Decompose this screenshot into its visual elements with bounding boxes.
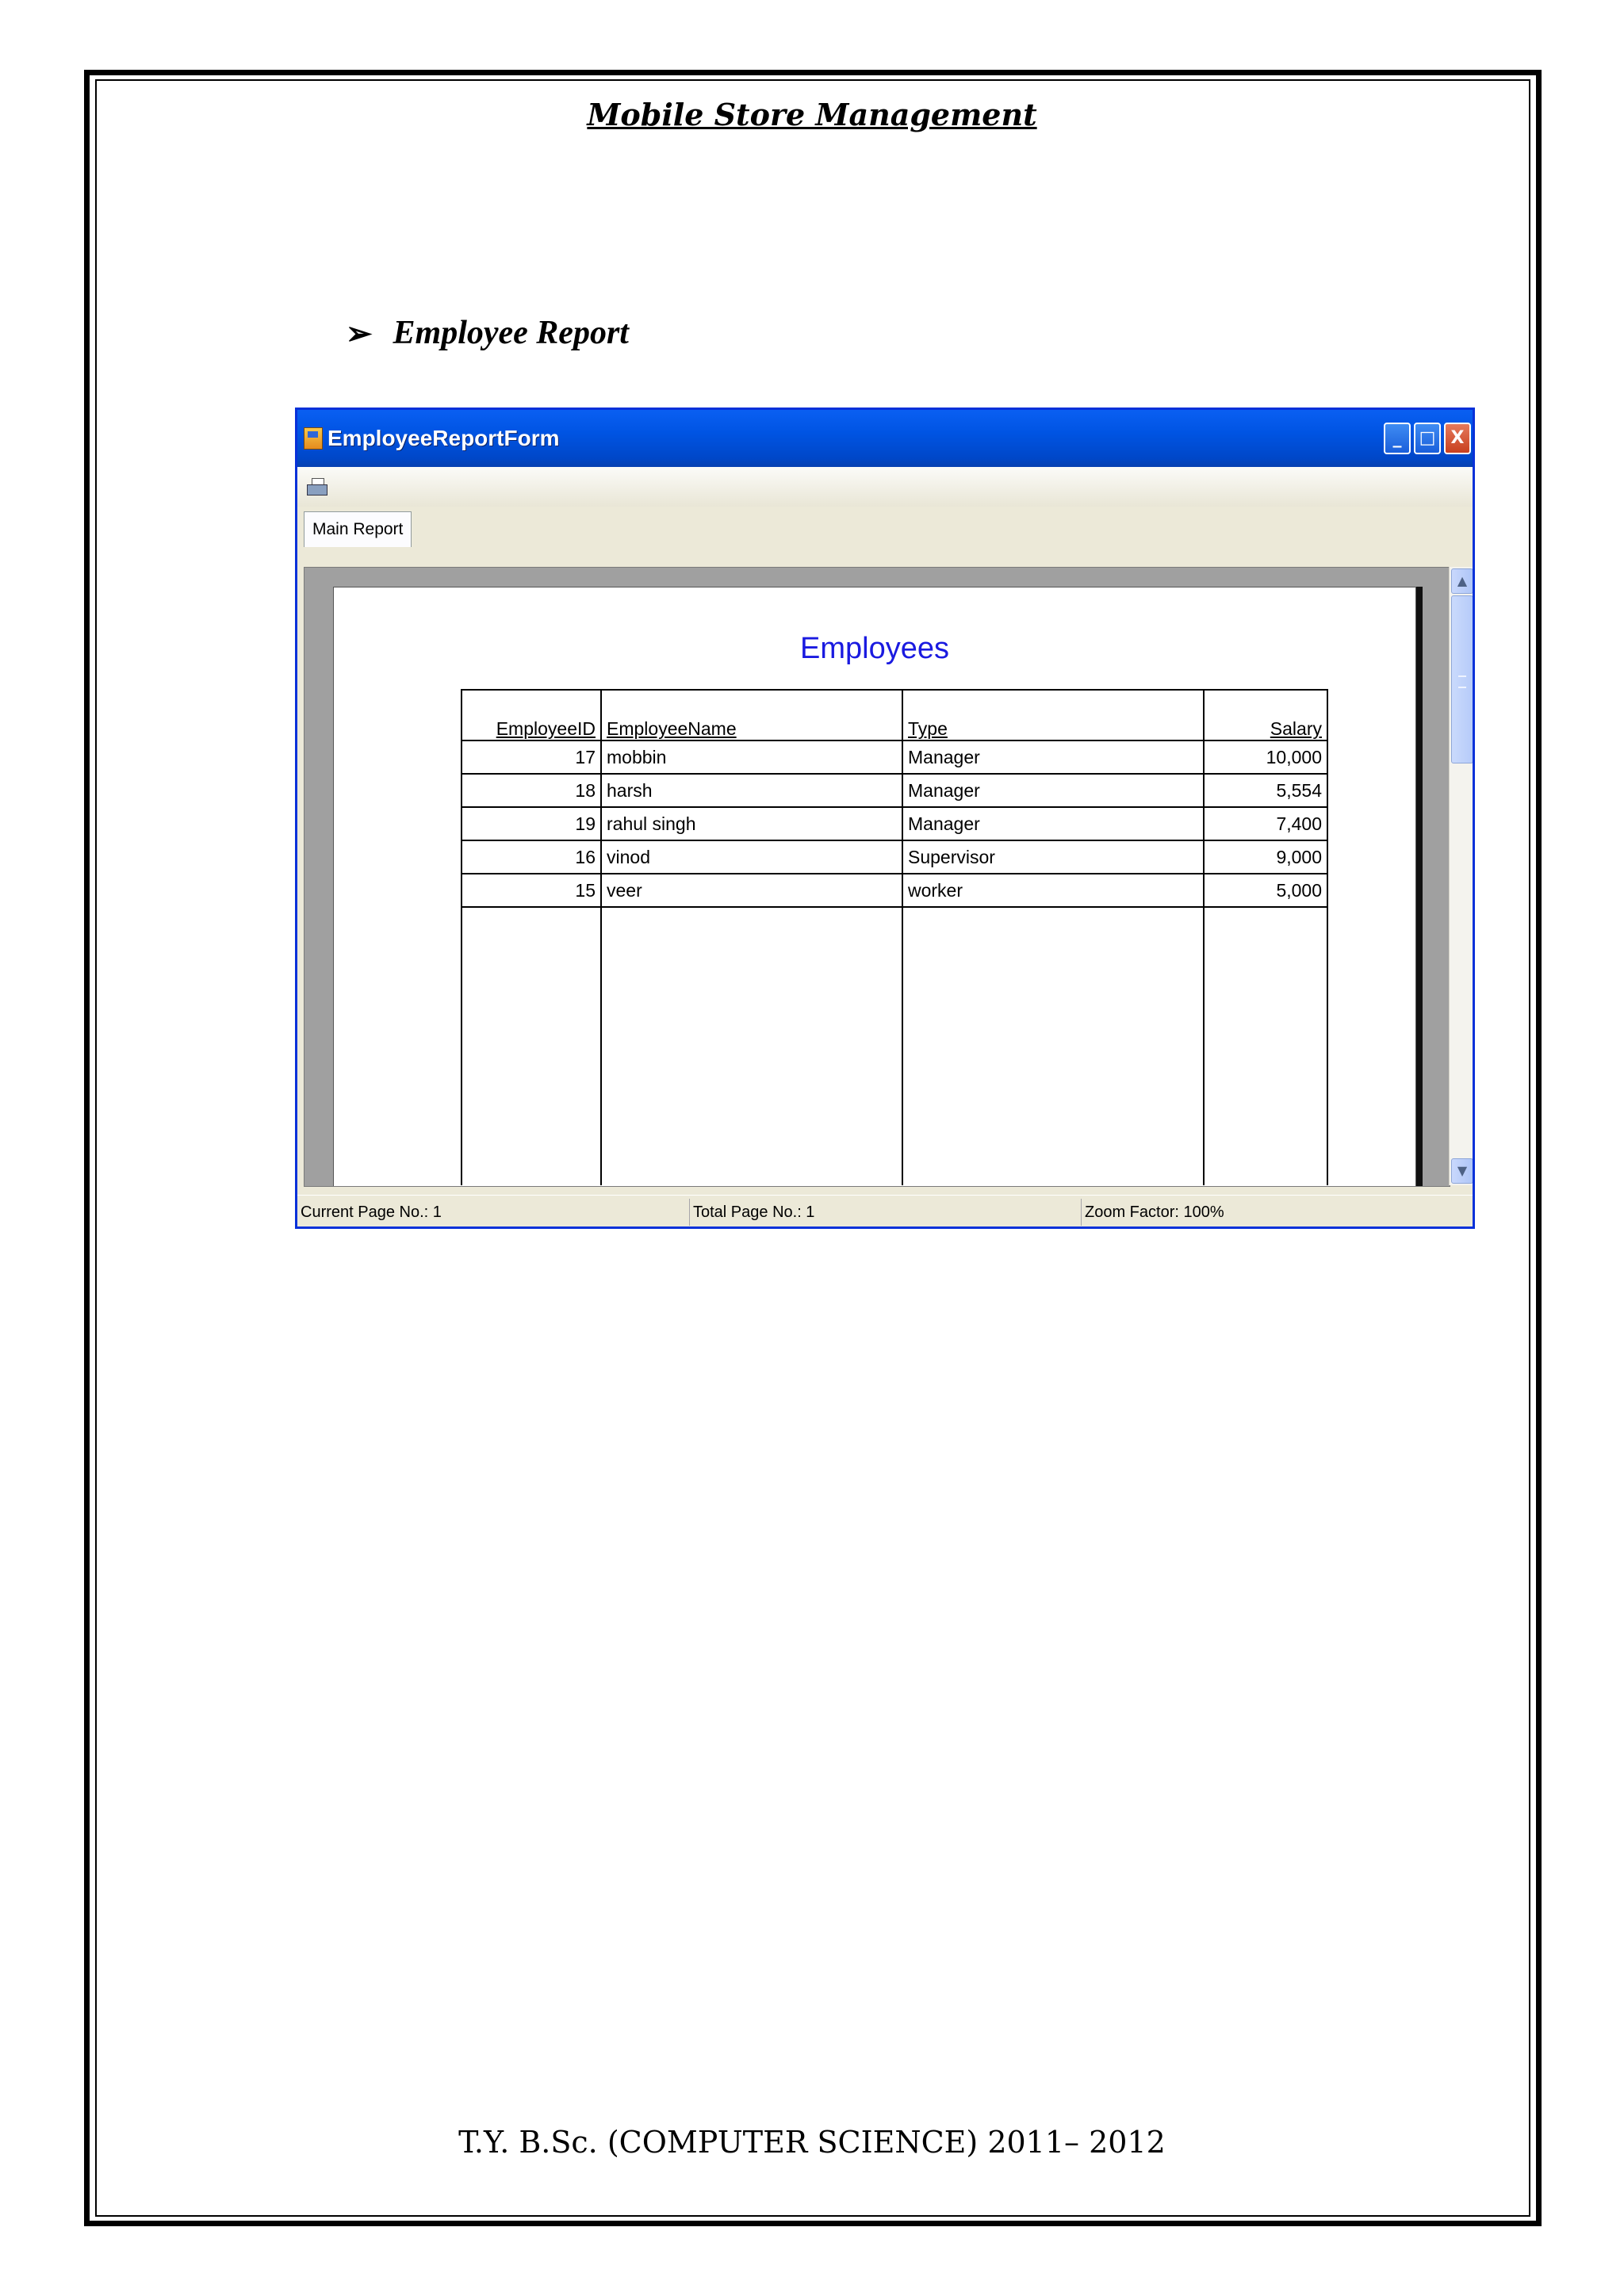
cell-type: Manager: [902, 807, 1204, 840]
section-heading: [346, 314, 629, 352]
column-header-employee-id: EmployeeID: [462, 690, 601, 740]
document-footer: T.Y. B.Sc. (COMPUTER SCIENCE) 2011– 2012: [458, 2125, 1166, 2160]
cell-employee-name: harsh: [601, 774, 902, 807]
column-header-type: Type: [902, 690, 1204, 740]
arrow-bullet-icon: ➢: [346, 315, 373, 351]
window-titlebar[interactable]: [297, 410, 1473, 467]
column-header-salary: Salary: [1204, 690, 1327, 740]
status-zoom-factor: Zoom Factor: 100%: [1081, 1199, 1473, 1226]
vertical-scrollbar[interactable]: [1449, 567, 1473, 1185]
tab-strip: [297, 507, 1473, 548]
close-button[interactable]: X: [1444, 423, 1471, 454]
table-row: [462, 774, 1327, 807]
minimize-button[interactable]: _: [1384, 423, 1411, 454]
window-title: EmployeeReportForm: [327, 426, 560, 450]
scroll-down-icon[interactable]: ▼: [1451, 1158, 1473, 1184]
cell-salary: 7,400: [1204, 807, 1327, 840]
cell-salary: 10,000: [1204, 740, 1327, 774]
cell-employee-name: veer: [601, 874, 902, 907]
report-page: [333, 587, 1416, 1187]
report-title: Employees: [800, 632, 949, 665]
cell-employee-name: vinod: [601, 840, 902, 874]
cell-employee-id: 19: [462, 807, 601, 840]
cell-salary: 9,000: [1204, 840, 1327, 874]
cell-type: Manager: [902, 774, 1204, 807]
cell-employee-id: 18: [462, 774, 601, 807]
status-current-page: Current Page No.: 1: [301, 1203, 442, 1221]
cell-employee-id: 17: [462, 740, 601, 774]
cell-salary: 5,000: [1204, 874, 1327, 907]
document-title: Mobile Store Management: [587, 97, 1037, 132]
cell-employee-id: 16: [462, 840, 601, 874]
employee-table: [461, 689, 1328, 1185]
report-viewer[interactable]: [304, 567, 1450, 1187]
table-row: [462, 874, 1327, 907]
table-row: [462, 740, 1327, 774]
table-row: [462, 840, 1327, 874]
column-header-employee-name: EmployeeName: [601, 690, 902, 740]
maximize-button[interactable]: □: [1414, 423, 1441, 454]
cell-type: worker: [902, 874, 1204, 907]
print-icon[interactable]: [307, 478, 327, 496]
cell-employee-id: 15: [462, 874, 601, 907]
scrollbar-thumb[interactable]: [1451, 595, 1473, 763]
cell-employee-name: mobbin: [601, 740, 902, 774]
employee-report-window: [295, 408, 1475, 1229]
toolbar: [297, 467, 1473, 507]
cell-salary: 5,554: [1204, 774, 1327, 807]
tab-main-report[interactable]: Main Report: [304, 511, 412, 547]
scroll-up-icon[interactable]: ▲: [1451, 568, 1473, 594]
table-header-row: [462, 690, 1327, 740]
table-row: [462, 807, 1327, 840]
cell-employee-name: rahul singh: [601, 807, 902, 840]
table-filler-row: [462, 907, 1327, 1185]
section-heading-text: Employee Report: [393, 315, 629, 351]
app-icon: [304, 427, 323, 450]
cell-type: Manager: [902, 740, 1204, 774]
cell-type: Supervisor: [902, 840, 1204, 874]
status-total-page: Total Page No.: 1: [689, 1199, 1081, 1226]
status-bar: [297, 1195, 1473, 1227]
